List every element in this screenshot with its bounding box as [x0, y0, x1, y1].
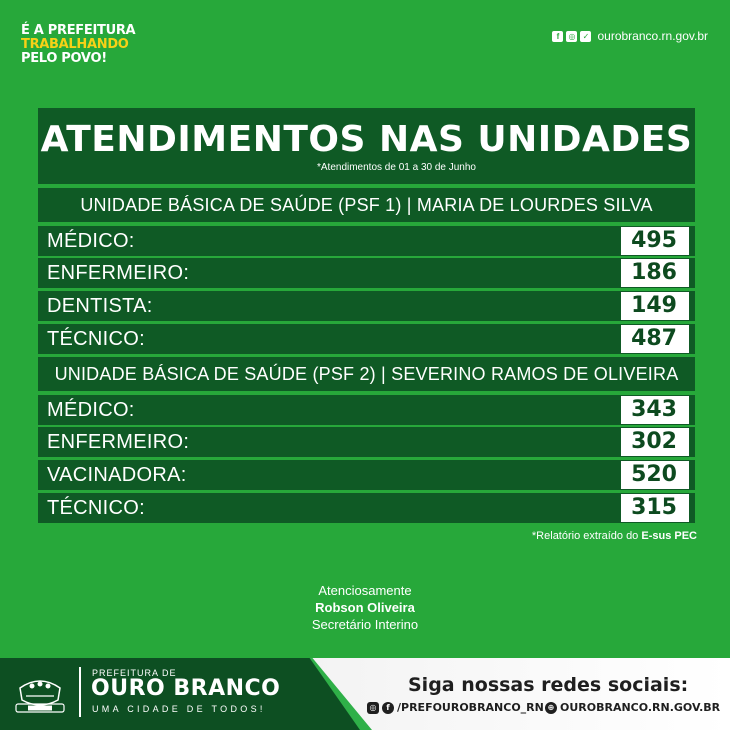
globe-icon: ⊕: [545, 702, 557, 714]
table-row: [38, 291, 695, 321]
row-value: 186: [621, 259, 689, 287]
table-row: [38, 226, 695, 256]
source-note: [532, 530, 697, 542]
table-row: [38, 258, 695, 288]
signature-name: Robson Oliveira: [315, 600, 415, 615]
unit-1-header: UNIDADE BÁSICA DE SAÚDE (PSF 1) | MARIA DE LOURDES SILVA: [38, 188, 695, 222]
org-label: PREFEITURA DE: [92, 668, 177, 678]
signature-role: Secretário Interino: [311, 617, 419, 632]
slogan-line-3: PELO POVO!: [21, 51, 107, 66]
footer-website[interactable]: OUROBRANCO.RN.GOV.BR: [560, 701, 721, 714]
row-label: DENTISTA:: [47, 295, 153, 317]
org-tagline: UMA CIDADE DE TODOS!: [92, 704, 266, 714]
facebook-icon[interactable]: f: [382, 702, 394, 714]
source-system: E-sus PEC: [641, 530, 697, 542]
slogan-line-1: É A PREFEITURA: [21, 23, 136, 38]
facebook-icon[interactable]: f: [552, 31, 563, 42]
social-handle[interactable]: /PREFOUROBRANCO_RN: [397, 701, 544, 714]
row-value: 520: [621, 461, 689, 489]
table-row: [38, 493, 695, 523]
table-row: [38, 395, 695, 425]
row-value: 343: [621, 396, 689, 424]
footer-website-link[interactable]: [545, 701, 720, 714]
row-label: MÉDICO:: [47, 399, 135, 421]
twitter-icon[interactable]: ✓: [580, 31, 591, 42]
signature-closing: Atenciosamente: [318, 583, 412, 598]
footer-divider: [79, 667, 81, 717]
org-name: OURO BRANCO: [91, 676, 281, 701]
row-label: VACINADORA:: [47, 464, 187, 486]
period-note: *Atendimentos de 01 a 30 de Junho: [316, 162, 476, 173]
row-label: ENFERMEIRO:: [47, 262, 190, 284]
footer-social-handle[interactable]: [367, 701, 544, 714]
instagram-icon[interactable]: ◎: [367, 702, 379, 714]
row-label: ENFERMEIRO:: [47, 431, 190, 453]
row-value: 495: [621, 227, 689, 255]
table-row: [38, 460, 695, 490]
table-row: [38, 427, 695, 457]
header-social: [552, 29, 708, 43]
header-website[interactable]: ourobranco.rn.gov.br: [597, 29, 708, 43]
row-value: 315: [621, 494, 689, 522]
row-value: 149: [621, 292, 689, 320]
row-label: TÉCNICO:: [47, 497, 145, 519]
instagram-icon[interactable]: ◎: [566, 31, 577, 42]
title-panel: [38, 108, 695, 184]
row-value: 487: [621, 325, 689, 353]
signature: [0, 582, 730, 633]
row-label: TÉCNICO:: [47, 328, 145, 350]
source-prefix: *Relatório extraído do: [531, 530, 642, 542]
city-crest-icon: [12, 670, 68, 718]
follow-text: Siga nossas redes sociais:: [408, 674, 689, 696]
page-title: ATENDIMENTOS NAS UNIDADES: [40, 119, 693, 160]
slogan-line-2: TRABALHANDO: [21, 37, 129, 52]
row-label: MÉDICO:: [47, 230, 135, 252]
slogan: [21, 24, 135, 66]
row-value: 302: [621, 428, 689, 456]
table-row: [38, 324, 695, 354]
unit-2-header: UNIDADE BÁSICA DE SAÚDE (PSF 2) | SEVERINO RAMOS DE OLIVEIRA: [38, 357, 695, 391]
